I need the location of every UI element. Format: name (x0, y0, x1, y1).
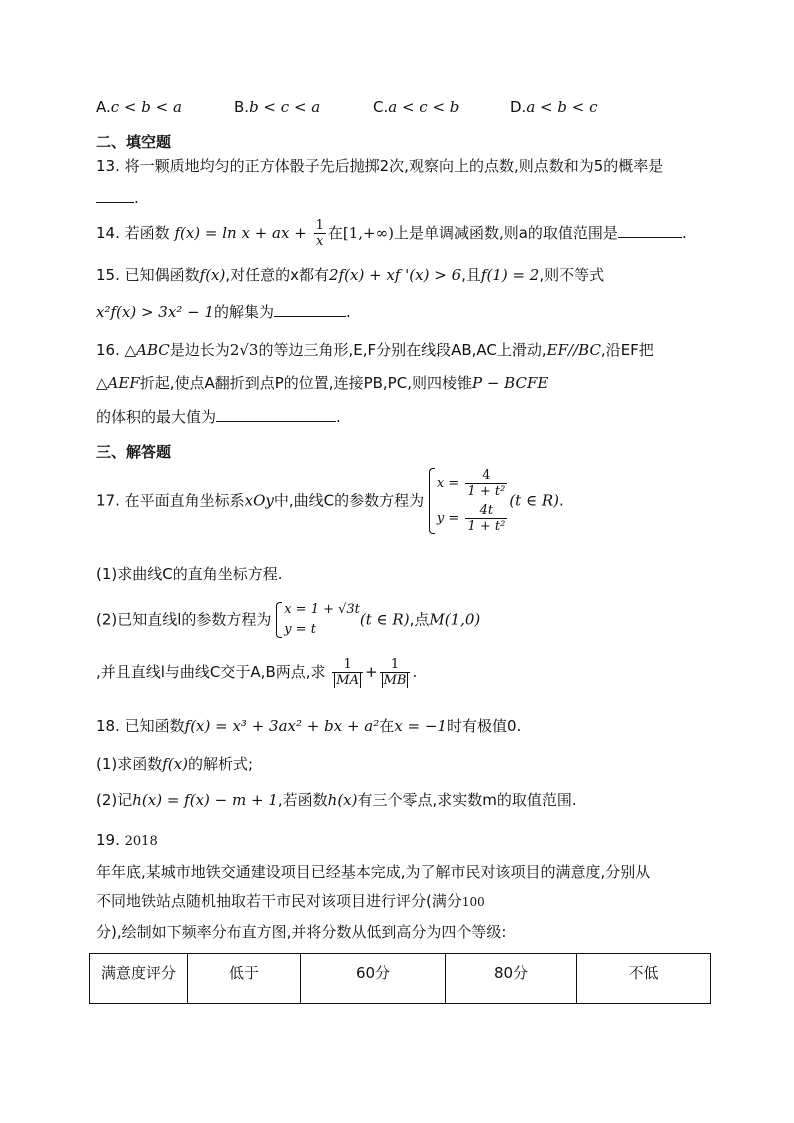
table-cell: 80分 (446, 954, 577, 1004)
table-cell: 不低 (577, 954, 711, 1004)
question-16: 16. △ABC是边长为2√3的等边三角形,E,F分别在线段AB,AC上滑动,EF//BC,沿EF把 (96, 341, 654, 359)
satisfaction-table (89, 953, 711, 1004)
option-d: D.a < b < c (510, 98, 598, 116)
question-18: 18. 已知函数f(x) = x³ + 3ax² + bx + a²在x = −1时有极值0. (96, 717, 522, 735)
question-18-part1: (1)求函数f(x)的解析式; (96, 755, 254, 773)
question-15-line2: x²f(x) > 3x² − 1的解集为 . (96, 303, 351, 321)
question-17-part1: (1)求曲线C的直角坐标方程. (96, 565, 283, 583)
option-b: B.b < c < a (234, 98, 321, 116)
question-15: 15. 已知偶函数f(x),对任意的x都有2f(x) + xf '(x) > 6,且f(1) = 2,则不等式 (96, 266, 605, 284)
table-cell: 60分 (301, 954, 446, 1004)
question-19-line1: 年年底,某城市地铁交通建设项目已经基本完成,为了解市民对该项目的满意度,分别从 (96, 863, 651, 881)
question-19-line2: 不同地铁站点随机抽取若干市民对该项目进行评分(满分100 (96, 892, 485, 910)
question-14: 14. 若函数 f(x) = ln x + ax + $\frac{1}{x}$ 在[1,+∞)上是单调减函数,则a的取值范围是 . (96, 218, 687, 249)
question-17-part2: (2)已知直线l的参数方程为 x = 1 + √3t y = t (t ∈ R),点M(1,0) (96, 600, 480, 640)
parametric-system: x = $\frac{4}{\text{1 + t²}}$ y = $\frac{4t}{\text{1 + t²}}$ (429, 466, 509, 536)
question-17-part2-line2: ,并且直线l与曲线C交于A,B两点,求 $\frac{1}{MA}$ + $\frac{1}{MB}$ . (96, 657, 418, 688)
question-13: 13. 将一颗质地均匀的正方体骰子先后抛掷2次,观察向上的点数,则点数和为5的概率是 (96, 157, 664, 175)
question-16-line3: 的体积的最大值为 . (96, 408, 341, 426)
section-solve-title: 三、解答题 (96, 443, 172, 461)
question-19: 19. 2018 (96, 831, 158, 849)
option-c: C.a < c < b (373, 98, 460, 116)
section-fill-in-title: 二、填空题 (96, 133, 172, 151)
line-parametric-system: x = 1 + √3t y = t (276, 600, 360, 640)
question-13-answer-line: . (96, 188, 139, 208)
option-a: A.c < b < a (96, 98, 182, 116)
question-17: 17. 在平面直角坐标系xOy中,曲线C的参数方程为 x = $\frac{4}{\text{1 + t²}}$ y = $\frac{4t}{\text{1 + t²}}$ (t ∈ R). (96, 468, 564, 534)
table-row (90, 954, 711, 1004)
table-cell: 低于 (188, 954, 301, 1004)
question-16-line2: △AEF折起,使点A翻折到点P的位置,连接PB,PC,则四棱锥P − BCFE (96, 374, 549, 392)
question-18-part2: (2)记h(x) = f(x) − m + 1,若函数h(x)有三个零点,求实数m的取值范围. (96, 791, 577, 809)
table-cell: 满意度评分 (90, 954, 188, 1004)
question-19-line3: 分),绘制如下频率分布直方图,并将分数从低到高分为四个等级: (96, 923, 507, 941)
